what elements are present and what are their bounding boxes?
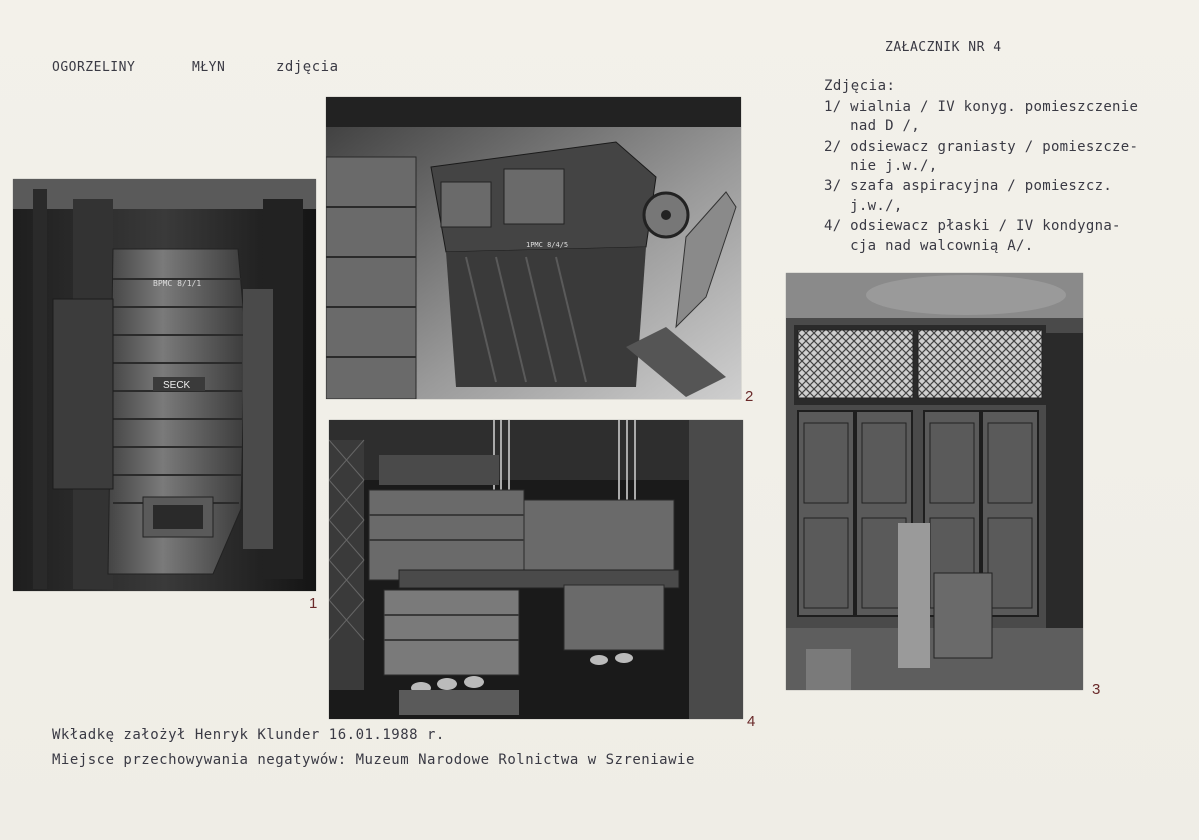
caption-line: nie j.w./, (824, 158, 938, 174)
photo-1-plate: SECK (163, 380, 191, 391)
caption-line: 3/ szafa aspiracyjna / pomieszcz. (824, 178, 1113, 194)
footer-archive: Miejsce przechowywania negatywów: Muzeum Narodowe Rolnictwa w Szreniawie (52, 752, 695, 768)
header-object: MŁYN (192, 60, 226, 75)
caption-line: j.w./, (824, 198, 903, 214)
photo-2-sifter (326, 97, 741, 399)
caption-line: 4/ odsiewacz płaski / IV kondygna- (824, 218, 1121, 234)
photo-2-marking: 1PMC 8/4/5 (526, 241, 569, 249)
photo-2-number: 2 (745, 388, 754, 405)
caption-line: nad D /, (824, 118, 921, 134)
caption-line: 2/ odsiewacz graniasty / pomieszcze- (824, 139, 1139, 155)
captions-title: Zdjęcia: (824, 78, 896, 94)
photo-1-winnower (13, 179, 316, 591)
photo-4-plansifter (329, 420, 743, 719)
header-place: OGORZELINY (52, 60, 136, 75)
photo-1-marking: BPMC 8/1/1 (153, 279, 202, 288)
header-kind: zdjęcia (276, 59, 339, 75)
footer-compiler: Wkładkę założył Henryk Klunder 16.01.1988 r. (52, 727, 445, 743)
annex-label: ZAŁACZNIK NR 4 (885, 40, 1002, 55)
photo-4-number: 4 (747, 713, 756, 730)
photo-1-number: 1 (309, 595, 318, 612)
photo-3-aspiration-cabinet (786, 273, 1083, 690)
caption-line: 1/ wialnia / IV konyg. pomieszczenie (824, 99, 1139, 115)
photo-3-number: 3 (1092, 681, 1101, 698)
caption-line: cja nad walcownią A/. (824, 238, 1034, 254)
